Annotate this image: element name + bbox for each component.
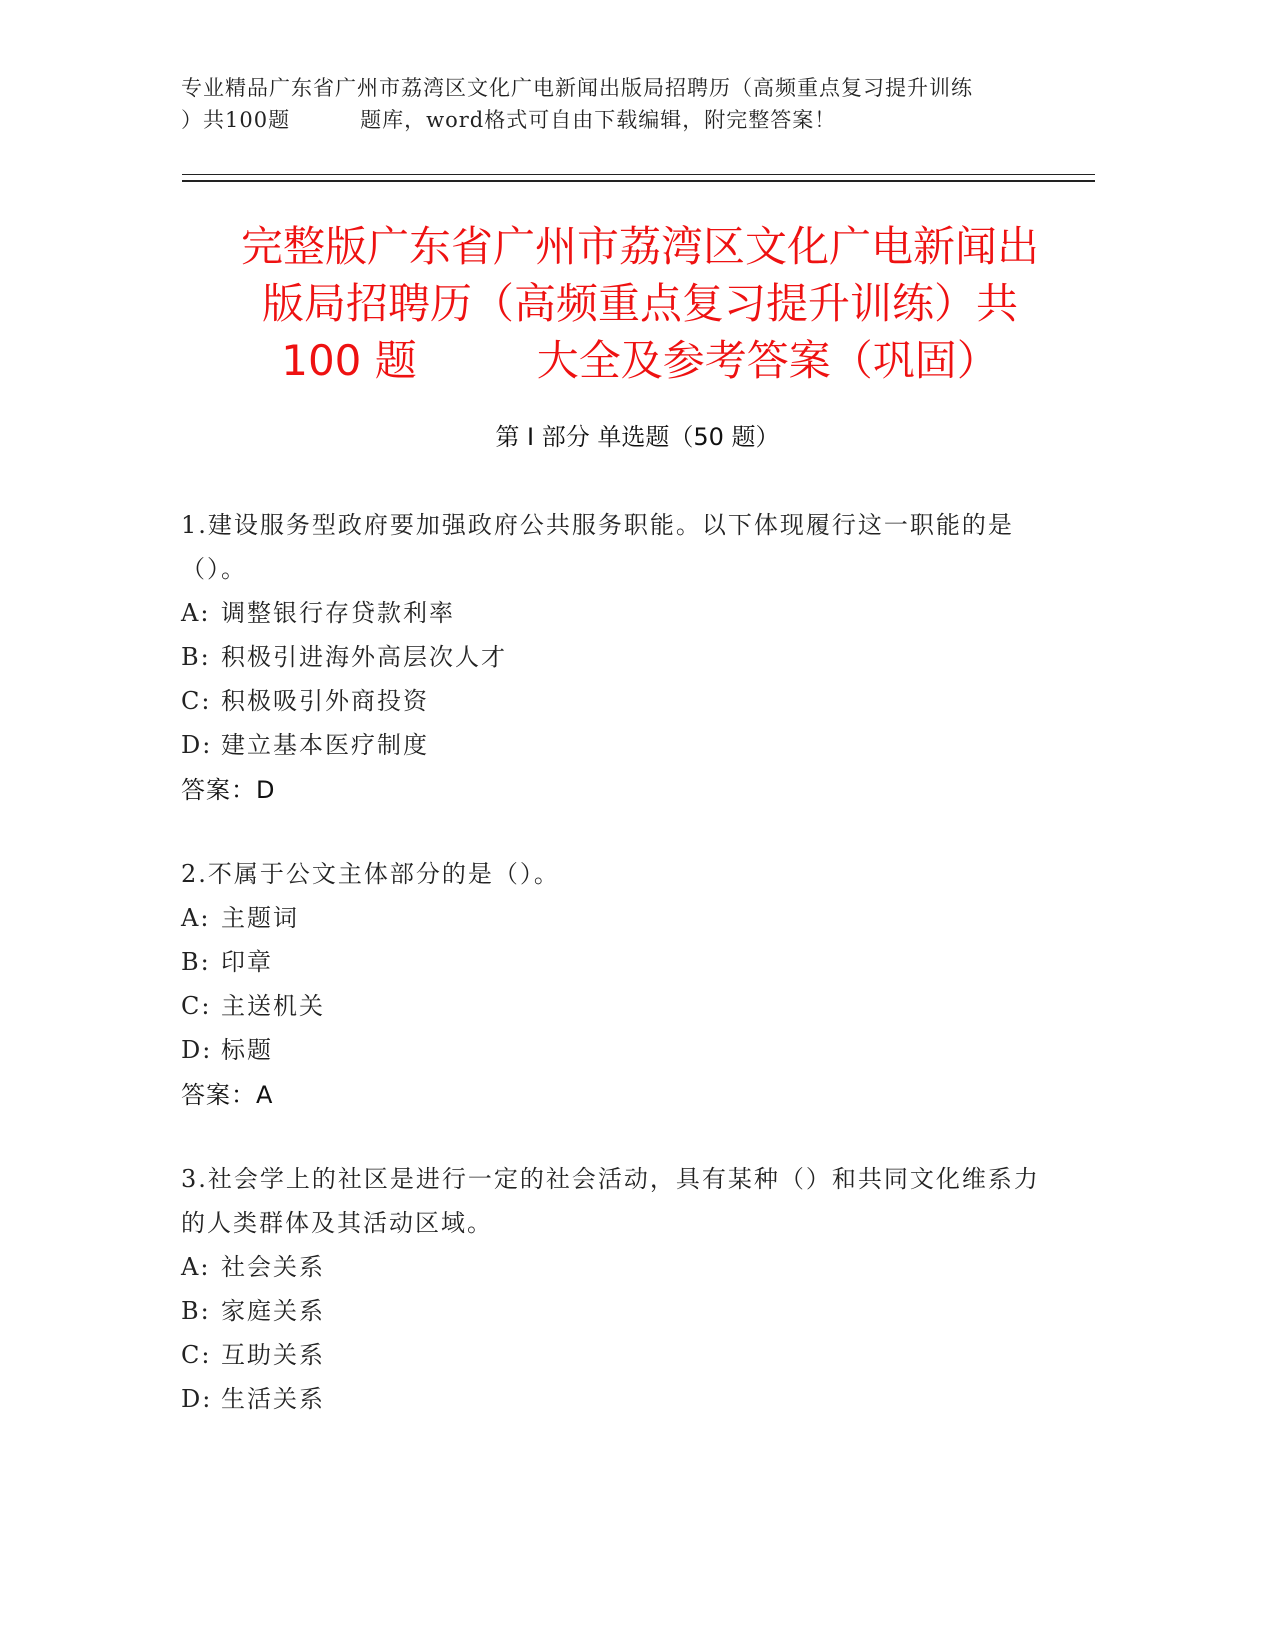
question-2 xyxy=(181,852,1041,1118)
title-line-1: 完整版广东省广州市荔湾区文化广电新闻出 xyxy=(240,222,1039,271)
option-text: 生活关系 xyxy=(221,1385,325,1413)
title-line-2: 版局招聘历（高频重点复习提升训练）共 xyxy=(261,279,1018,328)
header-line-2 xyxy=(181,104,1081,136)
question-stem: 3.社会学上的社区是进行一定的社会活动，具有某种（）和共同文化维系力的人类群体及其活动区域。 xyxy=(181,1165,1040,1237)
option-a xyxy=(181,896,1041,940)
page-header xyxy=(181,72,1081,136)
header-line-2-start: ）共100题 xyxy=(181,108,291,132)
option-text: 主送机关 xyxy=(221,992,325,1020)
option-key: A: xyxy=(181,904,211,932)
question-stem: 2.不属于公文主体部分的是（）。 xyxy=(181,860,560,888)
title-line-3 xyxy=(140,332,1140,389)
option-text: 积极吸引外商投资 xyxy=(221,687,429,715)
option-key: C: xyxy=(181,992,212,1020)
option-d xyxy=(181,723,1041,767)
option-text: 积极引进海外高层次人才 xyxy=(221,643,507,671)
option-text: 调整银行存贷款利率 xyxy=(221,599,455,627)
option-d xyxy=(181,1377,1041,1421)
option-key: A: xyxy=(181,1253,211,1281)
option-a xyxy=(181,591,1041,635)
title-line-3-end: 大全及参考答案（巩固） xyxy=(536,336,999,385)
option-c xyxy=(181,984,1041,1028)
document-title xyxy=(140,218,1140,389)
option-text: 互助关系 xyxy=(221,1341,325,1369)
option-key: A: xyxy=(181,599,211,627)
title-line-3-start: 100 题 xyxy=(281,336,417,385)
option-a xyxy=(181,1245,1041,1289)
option-text: 社会关系 xyxy=(221,1253,325,1281)
question-3 xyxy=(181,1157,1041,1421)
question-stem: 1.建设服务型政府要加强政府公共服务职能。以下体现履行这一职能的是（）。 xyxy=(181,511,1014,583)
option-c xyxy=(181,679,1041,723)
option-key: B: xyxy=(181,643,211,671)
option-text: 印章 xyxy=(221,948,273,976)
option-b xyxy=(181,1289,1041,1333)
option-text: 标题 xyxy=(221,1036,273,1064)
option-b xyxy=(181,940,1041,984)
option-key: D: xyxy=(181,1036,213,1064)
header-line-2-end: 题库，word格式可自由下载编辑，附完整答案！ xyxy=(360,108,837,132)
option-key: B: xyxy=(181,1297,211,1325)
answer-line: 答案：A xyxy=(181,1081,274,1109)
option-text: 家庭关系 xyxy=(221,1297,325,1325)
header-divider-thin xyxy=(182,174,1095,175)
option-key: B: xyxy=(181,948,211,976)
option-text: 主题词 xyxy=(221,904,299,932)
option-key: C: xyxy=(181,687,212,715)
header-divider-thick xyxy=(182,180,1095,182)
section-heading: 第 I 部分 单选题（50 题） xyxy=(495,423,780,451)
answer-line: 答案：D xyxy=(181,776,276,804)
question-1 xyxy=(181,503,1041,813)
option-key: C: xyxy=(181,1341,212,1369)
option-d xyxy=(181,1028,1041,1072)
option-b xyxy=(181,635,1041,679)
option-key: D: xyxy=(181,1385,213,1413)
option-key: D: xyxy=(181,731,213,759)
option-c xyxy=(181,1333,1041,1377)
option-text: 建立基本医疗制度 xyxy=(221,731,429,759)
header-line-1: 专业精品广东省广州市荔湾区文化广电新闻出版局招聘历（高频重点复习提升训练 xyxy=(181,76,973,100)
